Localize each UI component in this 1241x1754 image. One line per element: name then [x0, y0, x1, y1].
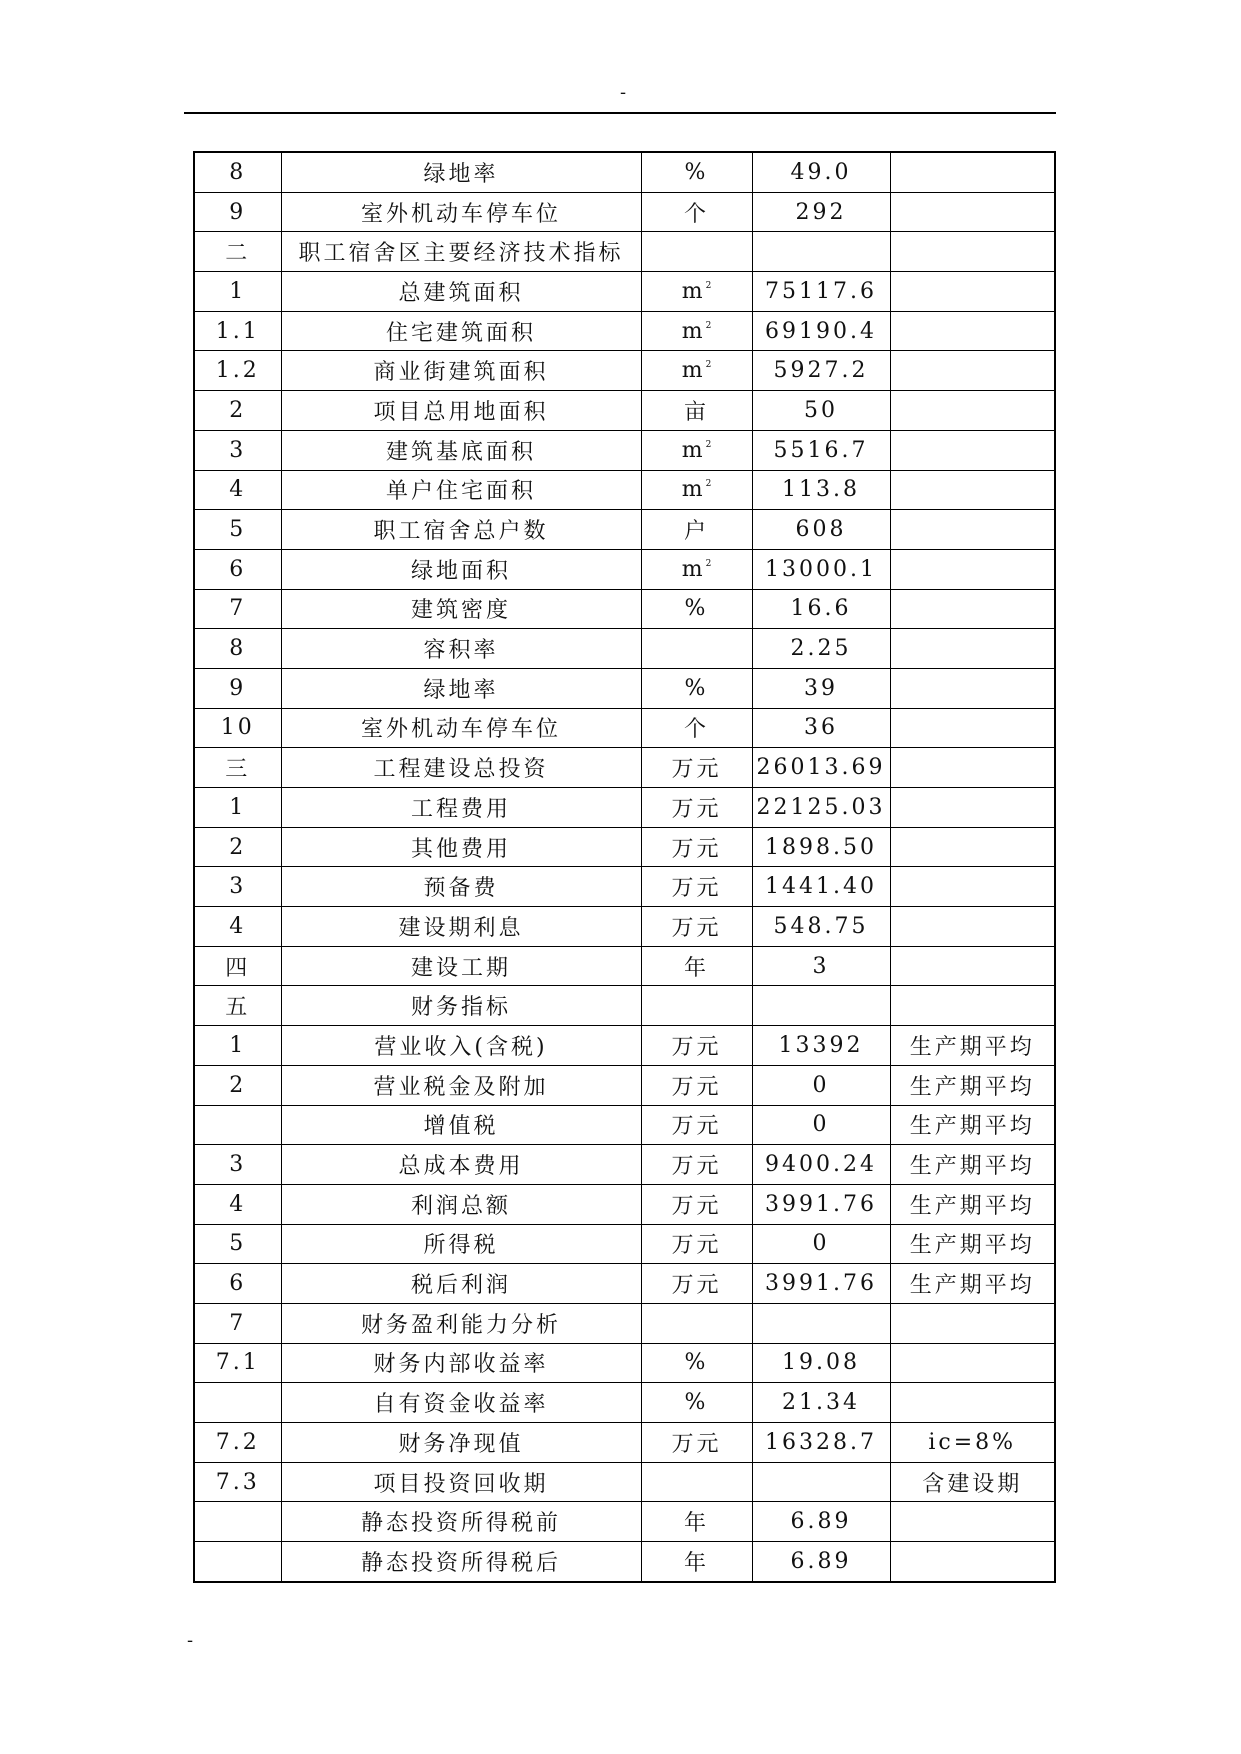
indicators-table-body	[194, 152, 1055, 1582]
value-cell	[752, 1462, 890, 1502]
row-number-cell: 7.3	[194, 1462, 281, 1502]
unit-cell: 万元	[641, 1026, 752, 1066]
row-number-cell: 五	[194, 986, 281, 1026]
row-number-cell: 1.1	[194, 311, 281, 351]
item-name-cell: 营业收入(含税)	[281, 1026, 641, 1066]
value-cell: 3991.76	[752, 1184, 890, 1224]
value-cell: 0	[752, 1065, 890, 1105]
table-row	[194, 788, 1055, 828]
row-number-cell: 1	[194, 1026, 281, 1066]
item-name-cell: 项目总用地面积	[281, 391, 641, 431]
item-name-cell: 财务盈利能力分析	[281, 1303, 641, 1343]
table-row	[194, 311, 1055, 351]
row-number-cell	[194, 1105, 281, 1145]
value-cell: 5516.7	[752, 430, 890, 470]
row-number-cell: 4	[194, 470, 281, 510]
value-cell: 36	[752, 708, 890, 748]
unit-cell: %	[641, 1383, 752, 1423]
item-name-cell: 税后利润	[281, 1264, 641, 1304]
value-cell: 49.0	[752, 152, 890, 192]
unit-cell: $m^2$	[641, 470, 752, 510]
item-name-cell: 绿地率	[281, 152, 641, 192]
unit-cell: 万元	[641, 867, 752, 907]
note-cell	[890, 1542, 1055, 1582]
value-cell: 69190.4	[752, 311, 890, 351]
unit-cell: 万元	[641, 907, 752, 947]
note-cell: 生产期平均	[890, 1065, 1055, 1105]
table-row	[194, 232, 1055, 272]
value-cell: 6.89	[752, 1542, 890, 1582]
item-name-cell: 绿地率	[281, 668, 641, 708]
unit-cell: 万元	[641, 1105, 752, 1145]
row-number-cell: 4	[194, 1184, 281, 1224]
item-name-cell: 工程费用	[281, 788, 641, 828]
unit-cell: 年	[641, 1542, 752, 1582]
value-cell	[752, 232, 890, 272]
header-rule	[184, 112, 1056, 114]
table-row	[194, 192, 1055, 232]
item-name-cell: 单户住宅面积	[281, 470, 641, 510]
row-number-cell: 8	[194, 629, 281, 669]
value-cell: 5927.2	[752, 351, 890, 391]
row-number-cell: 3	[194, 867, 281, 907]
unit-cell: 万元	[641, 748, 752, 788]
item-name-cell: 静态投资所得税后	[281, 1542, 641, 1582]
unit-cell: %	[641, 668, 752, 708]
note-cell	[890, 311, 1055, 351]
unit-cell: 个	[641, 708, 752, 748]
note-cell	[890, 272, 1055, 312]
value-cell: 26013.69	[752, 748, 890, 788]
item-name-cell: 所得税	[281, 1224, 641, 1264]
row-number-cell: 3	[194, 430, 281, 470]
value-cell	[752, 986, 890, 1026]
row-number-cell: 2	[194, 391, 281, 431]
table-row	[194, 986, 1055, 1026]
header-mark: -	[620, 82, 627, 103]
note-cell	[890, 470, 1055, 510]
row-number-cell	[194, 1542, 281, 1582]
table-row	[194, 1423, 1055, 1463]
row-number-cell: 1.2	[194, 351, 281, 391]
item-name-cell: 商业街建筑面积	[281, 351, 641, 391]
row-number-cell: 1	[194, 272, 281, 312]
value-cell: 292	[752, 192, 890, 232]
item-name-cell: 财务净现值	[281, 1423, 641, 1463]
row-number-cell: 二	[194, 232, 281, 272]
item-name-cell: 工程建设总投资	[281, 748, 641, 788]
table-row	[194, 272, 1055, 312]
unit-cell: 万元	[641, 1264, 752, 1304]
note-cell	[890, 1303, 1055, 1343]
value-cell: 608	[752, 510, 890, 550]
table-row	[194, 549, 1055, 589]
value-cell: 0	[752, 1105, 890, 1145]
item-name-cell: 建筑密度	[281, 589, 641, 629]
value-cell: 2.25	[752, 629, 890, 669]
row-number-cell	[194, 1502, 281, 1542]
value-cell	[752, 1303, 890, 1343]
table-row	[194, 946, 1055, 986]
row-number-cell: 6	[194, 1264, 281, 1304]
row-number-cell: 7.2	[194, 1423, 281, 1463]
note-cell	[890, 788, 1055, 828]
note-cell: 生产期平均	[890, 1224, 1055, 1264]
row-number-cell: 2	[194, 1065, 281, 1105]
value-cell: 548.75	[752, 907, 890, 947]
footer-mark: -	[187, 1630, 194, 1651]
unit-cell: 亩	[641, 391, 752, 431]
table-row	[194, 1105, 1055, 1145]
note-cell: 生产期平均	[890, 1026, 1055, 1066]
unit-cell: 户	[641, 510, 752, 550]
value-cell: 13392	[752, 1026, 890, 1066]
unit-cell: $m^2$	[641, 311, 752, 351]
table-row	[194, 629, 1055, 669]
row-number-cell: 7	[194, 589, 281, 629]
note-cell	[890, 351, 1055, 391]
note-cell	[890, 907, 1055, 947]
value-cell: 13000.1	[752, 549, 890, 589]
row-number-cell: 7.1	[194, 1343, 281, 1383]
unit-cell: 个	[641, 192, 752, 232]
value-cell: 3991.76	[752, 1264, 890, 1304]
row-number-cell: 5	[194, 1224, 281, 1264]
value-cell: 19.08	[752, 1343, 890, 1383]
unit-cell: 万元	[641, 1423, 752, 1463]
item-name-cell: 自有资金收益率	[281, 1383, 641, 1423]
item-name-cell: 其他费用	[281, 827, 641, 867]
item-name-cell: 利润总额	[281, 1184, 641, 1224]
table-row	[194, 1026, 1055, 1066]
unit-cell: 万元	[641, 827, 752, 867]
item-name-cell: 预备费	[281, 867, 641, 907]
item-name-cell: 建设工期	[281, 946, 641, 986]
unit-cell: 万元	[641, 788, 752, 828]
unit-cell: %	[641, 152, 752, 192]
item-name-cell: 营业税金及附加	[281, 1065, 641, 1105]
note-cell	[890, 1502, 1055, 1542]
value-cell: 9400.24	[752, 1145, 890, 1185]
item-name-cell: 室外机动车停车位	[281, 708, 641, 748]
table-row	[194, 1264, 1055, 1304]
unit-cell	[641, 1462, 752, 1502]
unit-cell: $m^2$	[641, 430, 752, 470]
value-cell: 1441.40	[752, 867, 890, 907]
note-cell	[890, 668, 1055, 708]
item-name-cell: 财务指标	[281, 986, 641, 1026]
row-number-cell: 10	[194, 708, 281, 748]
table-row	[194, 1343, 1055, 1383]
unit-cell: $m^2$	[641, 549, 752, 589]
item-name-cell: 增值税	[281, 1105, 641, 1145]
value-cell: 6.89	[752, 1502, 890, 1542]
unit-cell: 年	[641, 1502, 752, 1542]
table-row	[194, 391, 1055, 431]
row-number-cell: 2	[194, 827, 281, 867]
item-name-cell: 职工宿舍总户数	[281, 510, 641, 550]
row-number-cell: 3	[194, 1145, 281, 1185]
unit-cell	[641, 629, 752, 669]
note-cell: 生产期平均	[890, 1264, 1055, 1304]
note-cell	[890, 430, 1055, 470]
unit-cell: %	[641, 1343, 752, 1383]
unit-cell	[641, 232, 752, 272]
row-number-cell: 5	[194, 510, 281, 550]
item-name-cell: 室外机动车停车位	[281, 192, 641, 232]
row-number-cell: 四	[194, 946, 281, 986]
value-cell: 1898.50	[752, 827, 890, 867]
table-row	[194, 470, 1055, 510]
note-cell	[890, 827, 1055, 867]
table-row	[194, 708, 1055, 748]
item-name-cell: 建筑基底面积	[281, 430, 641, 470]
row-number-cell: 9	[194, 192, 281, 232]
row-number-cell: 三	[194, 748, 281, 788]
unit-cell: %	[641, 589, 752, 629]
value-cell: 3	[752, 946, 890, 986]
item-name-cell: 项目投资回收期	[281, 1462, 641, 1502]
item-name-cell: 总成本费用	[281, 1145, 641, 1185]
note-cell	[890, 549, 1055, 589]
note-cell: ic=8%	[890, 1423, 1055, 1463]
item-name-cell: 绿地面积	[281, 549, 641, 589]
unit-cell: 年	[641, 946, 752, 986]
note-cell	[890, 946, 1055, 986]
note-cell	[890, 589, 1055, 629]
note-cell: 生产期平均	[890, 1184, 1055, 1224]
table-row	[194, 589, 1055, 629]
note-cell	[890, 152, 1055, 192]
table-row	[194, 510, 1055, 550]
row-number-cell: 1	[194, 788, 281, 828]
table-row	[194, 867, 1055, 907]
value-cell: 50	[752, 391, 890, 431]
value-cell: 113.8	[752, 470, 890, 510]
value-cell: 16328.7	[752, 1423, 890, 1463]
table-row	[194, 1145, 1055, 1185]
table-row	[194, 907, 1055, 947]
note-cell: 生产期平均	[890, 1145, 1055, 1185]
item-name-cell: 总建筑面积	[281, 272, 641, 312]
unit-cell	[641, 986, 752, 1026]
table-row	[194, 748, 1055, 788]
note-cell: 生产期平均	[890, 1105, 1055, 1145]
item-name-cell: 财务内部收益率	[281, 1343, 641, 1383]
unit-cell: 万元	[641, 1224, 752, 1264]
table-row	[194, 827, 1055, 867]
unit-cell: 万元	[641, 1065, 752, 1105]
note-cell	[890, 1383, 1055, 1423]
value-cell: 75117.6	[752, 272, 890, 312]
table-row	[194, 1224, 1055, 1264]
table-row	[194, 1462, 1055, 1502]
note-cell	[890, 510, 1055, 550]
item-name-cell: 职工宿舍区主要经济技术指标	[281, 232, 641, 272]
unit-cell	[641, 1303, 752, 1343]
value-cell: 22125.03	[752, 788, 890, 828]
item-name-cell: 静态投资所得税前	[281, 1502, 641, 1542]
row-number-cell: 4	[194, 907, 281, 947]
item-name-cell: 住宅建筑面积	[281, 311, 641, 351]
row-number-cell: 6	[194, 549, 281, 589]
note-cell	[890, 192, 1055, 232]
value-cell: 21.34	[752, 1383, 890, 1423]
row-number-cell: 7	[194, 1303, 281, 1343]
note-cell	[890, 986, 1055, 1026]
unit-cell: 万元	[641, 1145, 752, 1185]
table-row	[194, 1502, 1055, 1542]
row-number-cell: 8	[194, 152, 281, 192]
note-cell	[890, 867, 1055, 907]
unit-cell: $m^2$	[641, 351, 752, 391]
note-cell	[890, 232, 1055, 272]
indicators-table	[193, 151, 1056, 1583]
note-cell	[890, 1343, 1055, 1383]
note-cell	[890, 708, 1055, 748]
item-name-cell: 建设期利息	[281, 907, 641, 947]
table-row	[194, 1303, 1055, 1343]
table-row	[194, 1542, 1055, 1582]
value-cell: 16.6	[752, 589, 890, 629]
table-row	[194, 152, 1055, 192]
unit-cell: $m^2$	[641, 272, 752, 312]
table-row	[194, 351, 1055, 391]
table-row	[194, 430, 1055, 470]
value-cell: 0	[752, 1224, 890, 1264]
value-cell: 39	[752, 668, 890, 708]
note-cell	[890, 748, 1055, 788]
table-row	[194, 1184, 1055, 1224]
unit-cell: 万元	[641, 1184, 752, 1224]
table-row	[194, 668, 1055, 708]
note-cell: 含建设期	[890, 1462, 1055, 1502]
note-cell	[890, 629, 1055, 669]
table-row	[194, 1065, 1055, 1105]
row-number-cell	[194, 1383, 281, 1423]
table-row	[194, 1383, 1055, 1423]
item-name-cell: 容积率	[281, 629, 641, 669]
row-number-cell: 9	[194, 668, 281, 708]
note-cell	[890, 391, 1055, 431]
